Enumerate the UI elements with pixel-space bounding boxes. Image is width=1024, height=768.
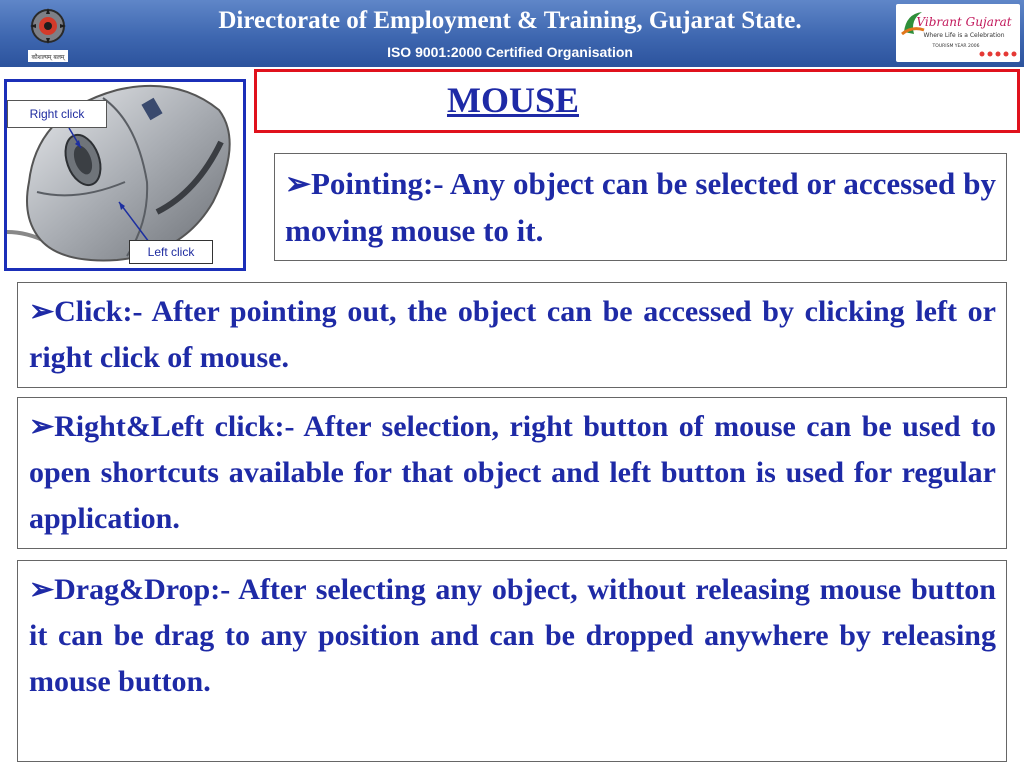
emblem-motto: कौशल्यम् बलम् — [31, 54, 65, 61]
right-left-click-text: ➢Right&Left click:- After selection, right button of mouse can be used to open shortcuts available for that object and left button is used for regular application. — [29, 410, 996, 535]
title-box — [254, 69, 1020, 133]
click-box — [17, 282, 1007, 388]
pointing-box — [274, 153, 1007, 261]
click-text: ➢Click:- After pointing out, the object can be accessed by clicking left or right click of mouse. — [29, 295, 996, 374]
slide-title: MOUSE — [446, 80, 579, 120]
bullet-arrow-icon: ➢ — [285, 166, 311, 201]
logo-year: TOURISM YEAR 2006 — [932, 44, 980, 49]
bullet-arrow-icon: ➢ — [29, 295, 55, 328]
pointing-text: ➢Pointing:- Any object can be selected or accessed by moving mouse to it. — [285, 166, 996, 248]
header-title: Directorate of Employment & Training, Gujarat State. — [218, 7, 802, 34]
header-subtitle: ISO 9001:2000 Certified Organisation — [387, 44, 633, 60]
mouse-image-frame — [4, 79, 246, 271]
vibrant-gujarat-logo — [896, 4, 1020, 62]
right-click-label: Right click — [7, 100, 107, 128]
logo-brand: Vibrant Gujarat — [916, 15, 1012, 29]
bullet-arrow-icon: ➢ — [29, 410, 55, 443]
drag-drop-text: ➢Drag&Drop:- After selecting any object, without releasing mouse button it can be drag to any position and can be dropped anywhere by releasing mouse button. — [29, 573, 996, 698]
directorate-emblem-icon — [28, 4, 68, 64]
right-left-click-box — [17, 397, 1007, 549]
logo-tagline: Where Life is a Celebration — [923, 32, 1005, 39]
bullet-arrow-icon: ➢ — [29, 573, 55, 606]
drag-drop-box — [17, 560, 1007, 762]
header-banner — [0, 0, 1024, 67]
left-click-label: Left click — [129, 240, 213, 264]
